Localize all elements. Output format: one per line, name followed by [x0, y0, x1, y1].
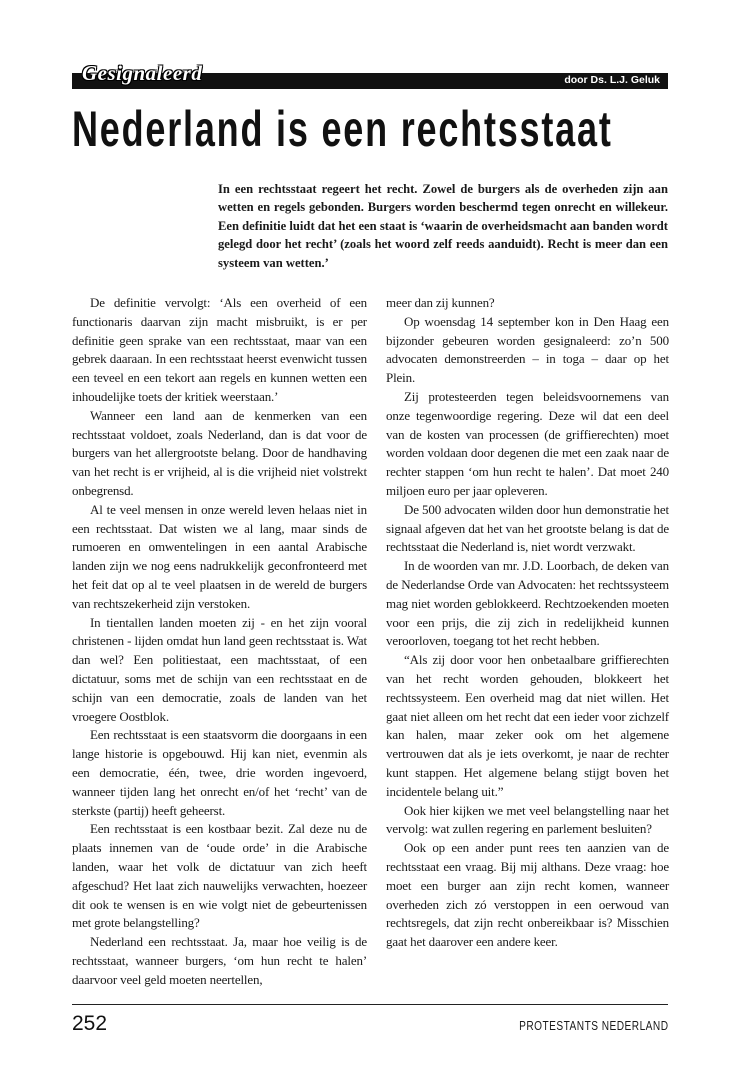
paragraph: Zij protesteerden tegen beleidsvoornemens van onze tegenwoordige regering. Deze wil dat een deel van de kosten van processen (de griffierechten) moet worden voldaan door degenen die met een zaak naar de rechter stappen ‘om hun recht te halen’. Dat moet 240 miljoen euro per jaar opleveren.	[386, 388, 669, 498]
right-column	[386, 294, 669, 952]
left-column	[72, 294, 367, 989]
article-title: Nederland is een rechtsstaat	[72, 101, 613, 157]
paragraph: “Als zij door voor hen onbetaalbare griffierechten van het recht worden gehouden, blokkeert het rechtssysteem. Een overheid mag dat niet willen. Het gaat niet alleen om het recht dat een ieder voor zichzelf kan halen, maar zeker ook om het algemene vertrouwen dat als je iets overkomt, je naar de rechter kunt stappen. Het algemene belang stijgt boven het incidentele belang uit.”	[386, 652, 669, 799]
paragraph: De definitie vervolgt: ‘Als een overheid of een functionaris daarvan zijn macht misbruikt, is er per definitie geen sprake van een rechtsstaat, maar van een gebrek daaraan. In een rechtsstaat heerst evenwicht tussen een teveel en een tekort aan regels en kunnen wetten een inhoudelijke toets der kritiek weerstaan.’	[72, 295, 367, 404]
article-intro: In een rechtsstaat regeert het recht. Zowel de burgers als de overheden zijn aan wetten en regels gebonden. Burgers worden beschermd tegen onrecht en willekeur. Een definitie luidt dat het een staat is ‘waarin de overheidsmacht aan banden wordt gelegd door het recht’ (zoals het woord zelf reeds aanduidt). Recht is meer dan een systeem van wetten.’	[218, 182, 668, 270]
footer-rule	[72, 1004, 668, 1005]
paragraph: Ook op een ander punt rees ten aanzien van de rechtsstaat een vraag. Bij mij althans. Deze vraag: hoe moet een burger aan zijn recht komen, wanneer overheden zich zó verstoppen in een oerwoud van rechtsregels, dat zijn recht onbereikbaar is? Misschien gaat het daarover een andere keer.	[386, 840, 669, 950]
paragraph: Een rechtsstaat is een kostbaar bezit. Zal deze nu de plaats innemen van de ‘oude orde’ in die Arabische landen, waar het volk de dictatuur van zich heeft afgeschud? Het laat zich nauwelijks verwachten, hoezeer dit ook te wensen is en wie volgt niet de gebeurtenissen met grote belangstelling?	[72, 821, 367, 931]
paragraph-continued: meer dan zij kunnen?	[386, 295, 495, 310]
paragraph: In tientallen landen moeten zij - en het zijn vooral christenen - lijden omdat hun land geen rechtsstaat is. Wat dan wel? Een politiestaat, een machtsstaat, of een dictatuur, soms met de schijn van een rechtsstaat en de schijn van een democratie, zoals de landen van het vroegere Oostblok.	[72, 614, 367, 724]
paragraph: Nederland een rechtsstaat. Ja, maar hoe veilig is de rechtsstaat, wanneer burgers, ‘om hun recht te halen’ daarvoor veel geld moeten neertellen,	[72, 934, 367, 987]
paragraph: Een rechtsstaat is een staatsvorm die doorgaans in een lange historie is opgebouwd. Hij kan niet, evenmin als een democratie, één, twee, drie worden ingevoerd, wanneer tijden lang het onrecht en/of het ‘recht’ van de sterkste (partij) heeft geheerst.	[72, 727, 367, 818]
author-byline: door Ds. L.J. Geluk	[564, 74, 660, 86]
paragraph: In de woorden van mr. J.D. Loorbach, de deken van de Nederlandse Orde van Advocaten: het rechtssysteem mag niet worden geblokkeerd. Rechtzoekenden moeten voor een prijs, die zij zich in redelijkheid kunnen veroorloven, toegang tot het recht hebben.	[386, 558, 669, 649]
paragraph: De 500 advocaten wilden door hun demonstratie het signaal afgeven dat het van het grootste belang is dat de rechtsstaat die Nederland is, niet wordt verzwakt.	[386, 501, 669, 555]
magazine-name: PROTESTANTS NEDERLAND	[518, 1018, 668, 1033]
page-number: 252	[72, 1012, 108, 1035]
rubric-label: Gesignaleerd	[82, 61, 203, 85]
paragraph: Ook hier kijken we met veel belangstelling naar het vervolg: wat zullen regering en parlement besluiten?	[386, 802, 669, 837]
paragraph: Wanneer een land aan de kenmerken van een rechtsstaat voldoet, zoals Nederland, dan is dat voor de burgers van het allergrootste belang. Door de handhaving van het recht is er vrijheid, al is die vrijheid niet volstrekt onbegrensd.	[72, 407, 367, 498]
paragraph: Op woensdag 14 september kon in Den Haag een bijzonder gebeuren worden gesignaleerd: zo’n 500 advocaten demonstreerden – in toga – daar op het Plein.	[386, 313, 669, 386]
paragraph: Al te veel mensen in onze wereld leven helaas niet in een rechtsstaat. Dat wisten we al lang, maar sinds de rumoeren en omwentelingen in een aantal Arabische landen zijn we nog eens nadrukkelijk geconfronteerd met het feit dat op al te veel plaatsen in de wereld de burgers van rechtszekerheid zijn verstoken.	[72, 501, 367, 611]
